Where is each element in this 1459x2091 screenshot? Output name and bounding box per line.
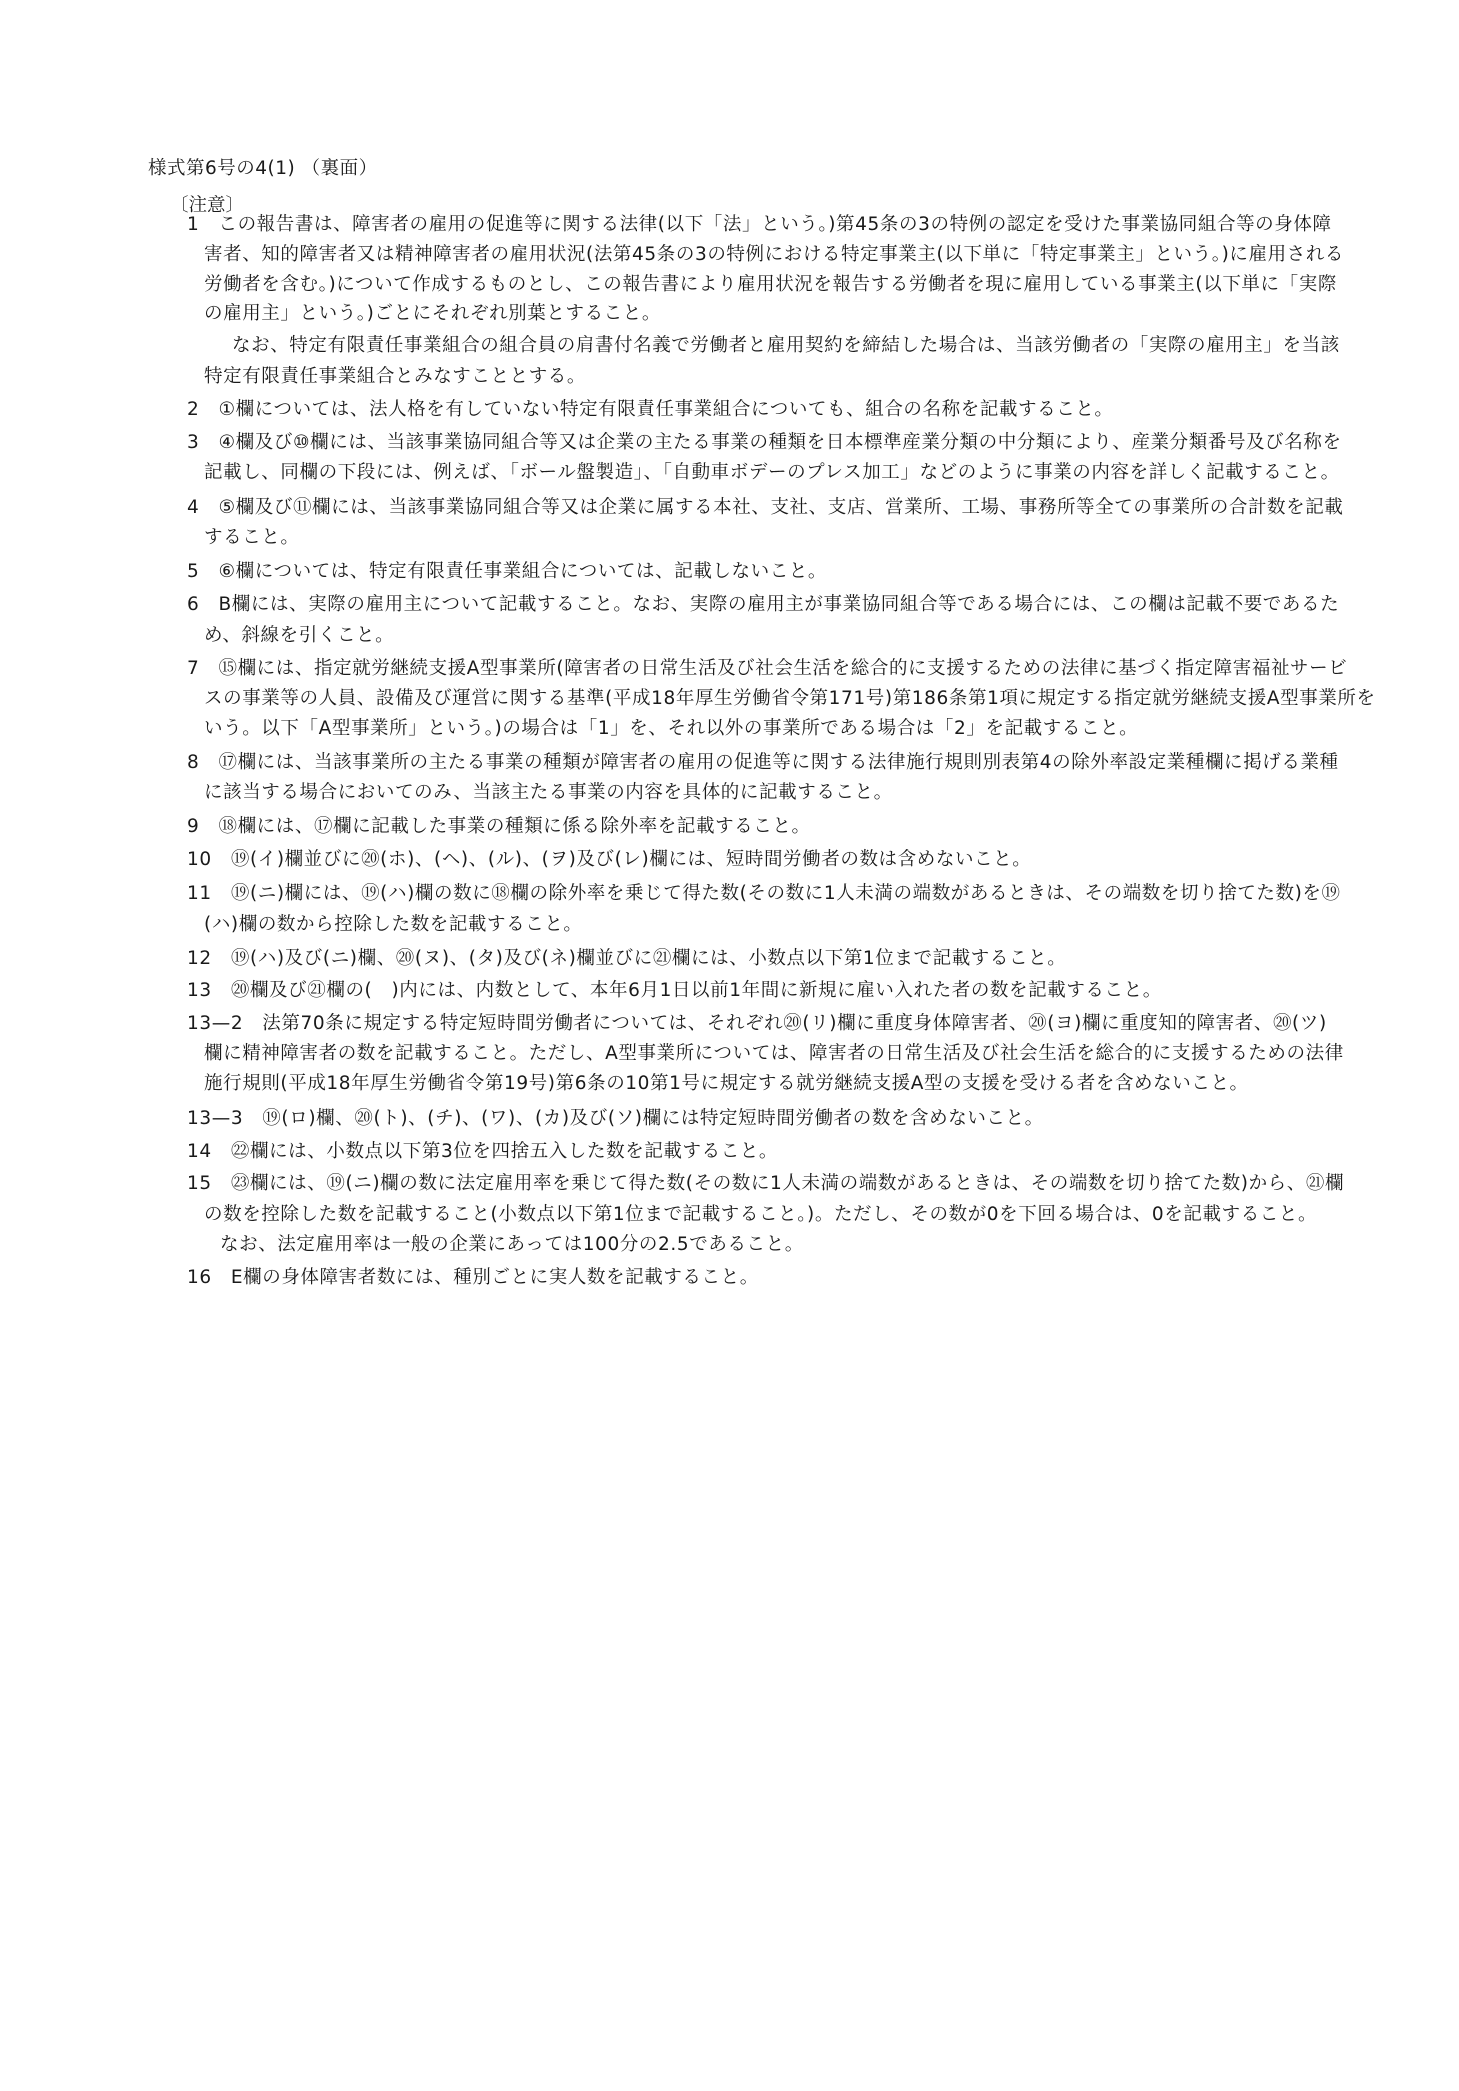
note-17-line-3: なお、法定雇用率は一般の企業にあっては100分の2.5であること。 (220, 1234, 804, 1255)
note-1-line-4: の雇用主」という。)ごとにそれぞれ別葉とすること。 (204, 303, 661, 324)
note-13-line-1: 13 ⑳欄及び㉑欄の( )内には、内数として、本年6月1日以前1年間に新規に雇い入れた者の数を記載すること。 (187, 980, 1162, 1001)
note-1-line-2: 害者、知的障害者又は精神障害者の雇用状況(法第45条の3の特例における特定事業主(以下単に「特定事業主」という。)に雇用される (204, 244, 1345, 265)
notes-heading: 〔注意〕 (170, 195, 245, 216)
note-2-line-1: 2 ①欄については、法人格を有していない特定有限責任事業組合についても、組合の名称を記載すること。 (187, 399, 1114, 420)
note-6-line-2: め、斜線を引くこと。 (204, 625, 395, 646)
note-6-line-1: 6 B欄には、実際の雇用主について記載すること。なお、実際の雇用主が事業協同組合等である場合には、この欄は記載不要であるた (187, 594, 1340, 615)
note-15-line-1: 13—3 ⑲(ロ)欄、⑳(ト)、(チ)、(ワ)、(カ)及び(ソ)欄には特定短時間労働者の数を含めないこと。 (187, 1108, 1044, 1129)
note-12-line-1: 12 ⑲(ハ)及び(ニ)欄、⑳(ヌ)、(タ)及び(ネ)欄並びに㉑欄には、小数点以下第1位まで記載すること。 (187, 948, 1067, 969)
note-8-line-2: に該当する場合においてのみ、当該主たる事業の内容を具体的に記載すること。 (204, 782, 893, 803)
note-17-line-1: 15 ㉓欄には、⑲(ニ)欄の数に法定雇用率を乗じて得た数(その数に1人未満の端数があるときは、その端数を切り捨てた数)から、㉑欄 (187, 1173, 1345, 1194)
note-14-line-1: 13—2 法第70条に規定する特定短時間労働者については、それぞれ⑳(リ)欄に重度身体障害者、⑳(ヨ)欄に重度知的障害者、⑳(ツ) (187, 1013, 1327, 1034)
note-7-line-3: いう。以下「A型事業所」という。)の場合は「1」を、それ以外の事業所である場合は「2」を記載すること。 (204, 718, 1139, 739)
note-1-line-6: 特定有限責任事業組合とみなすこととする。 (204, 366, 587, 387)
note-3-line-2: 記載し、同欄の下段には、例えば、「ボール盤製造」、「自動車ボデーのプレス加工」などのように事業の内容を詳しく記載すること。 (204, 462, 1340, 483)
note-10-line-1: 10 ⑲(イ)欄並びに⑳(ホ)、(ヘ)、(ル)、(ヲ)及び(レ)欄には、短時間労働者の数は含めないこと。 (187, 849, 1032, 870)
note-11-line-1: 11 ⑲(ニ)欄には、⑲(ハ)欄の数に⑱欄の除外率を乗じて得た数(その数に1人未満の端数があるときは、その端数を切り捨てた数)を⑲ (187, 883, 1341, 904)
note-3-line-1: 3 ④欄及び⑩欄には、当該事業協同組合等又は企業の主たる事業の種類を日本標準産業分類の中分類により、産業分類番号及び名称を (187, 432, 1342, 453)
note-1-line-1: 1 この報告書は、障害者の雇用の促進等に関する法律(以下「法」という。)第45条の3の特例の認定を受けた事業協同組合等の身体障 (187, 214, 1332, 235)
note-1-line-3: 労働者を含む。)について作成するものとし、この報告書により雇用状況を報告する労働者を現に雇用している事業主(以下単に「実際 (204, 274, 1337, 295)
note-4-line-1: 4 ⑤欄及び⑪欄には、当該事業協同組合等又は企業に属する本社、支社、支店、営業所、工場、事務所等全ての事業所の合計数を記載 (187, 497, 1344, 518)
note-8-line-1: 8 ⑰欄には、当該事業所の主たる事業の種類が障害者の雇用の促進等に関する法律施行規則別表第4の除外率設定業種欄に掲げる業種 (187, 752, 1339, 773)
note-18-line-1: 16 E欄の身体障害者数には、種別ごとに実人数を記載すること。 (187, 1267, 759, 1288)
note-7-line-2: スの事業等の人員、設備及び運営に関する基準(平成18年厚生労働省令第171号)第186条第1項に規定する指定就労継続支援A型事業所を (204, 688, 1376, 709)
note-5-line-1: 5 ⑥欄については、特定有限責任事業組合については、記載しないこと。 (187, 561, 828, 582)
note-1-line-5: なお、特定有限責任事業組合の組合員の肩書付名義で労働者と雇用契約を締結した場合は、当該労働者の「実際の雇用主」を当該 (232, 335, 1340, 356)
note-11-line-2: (ハ)欄の数から控除した数を記載すること。 (204, 914, 583, 935)
note-7-line-1: 7 ⑮欄には、指定就労継続支援A型事業所(障害者の日常生活及び社会生活を総合的に支援するための法律に基づく指定障害福祉サービ (187, 658, 1348, 679)
note-16-line-1: 14 ㉒欄には、小数点以下第3位を四捨五入した数を記載すること。 (187, 1141, 779, 1162)
note-17-line-2: の数を控除した数を記載すること(小数点以下第1位まで記載すること。)。ただし、その数が0を下回る場合は、0を記載すること。 (204, 1204, 1318, 1225)
form-title: 様式第6号の4(1) （裏面） (148, 158, 378, 179)
note-9-line-1: 9 ⑱欄には、⑰欄に記載した事業の種類に係る除外率を記載すること。 (187, 816, 811, 837)
note-14-line-2: 欄に精神障害者の数を記載すること。ただし、A型事業所については、障害者の日常生活及び社会生活を総合的に支援するための法律 (204, 1043, 1344, 1064)
note-4-line-2: すること。 (204, 527, 300, 548)
note-14-line-3: 施行規則(平成18年厚生労働省令第19号)第6条の10第1号に規定する就労継続支援A型の支援を受ける者を含めないこと。 (204, 1073, 1249, 1094)
